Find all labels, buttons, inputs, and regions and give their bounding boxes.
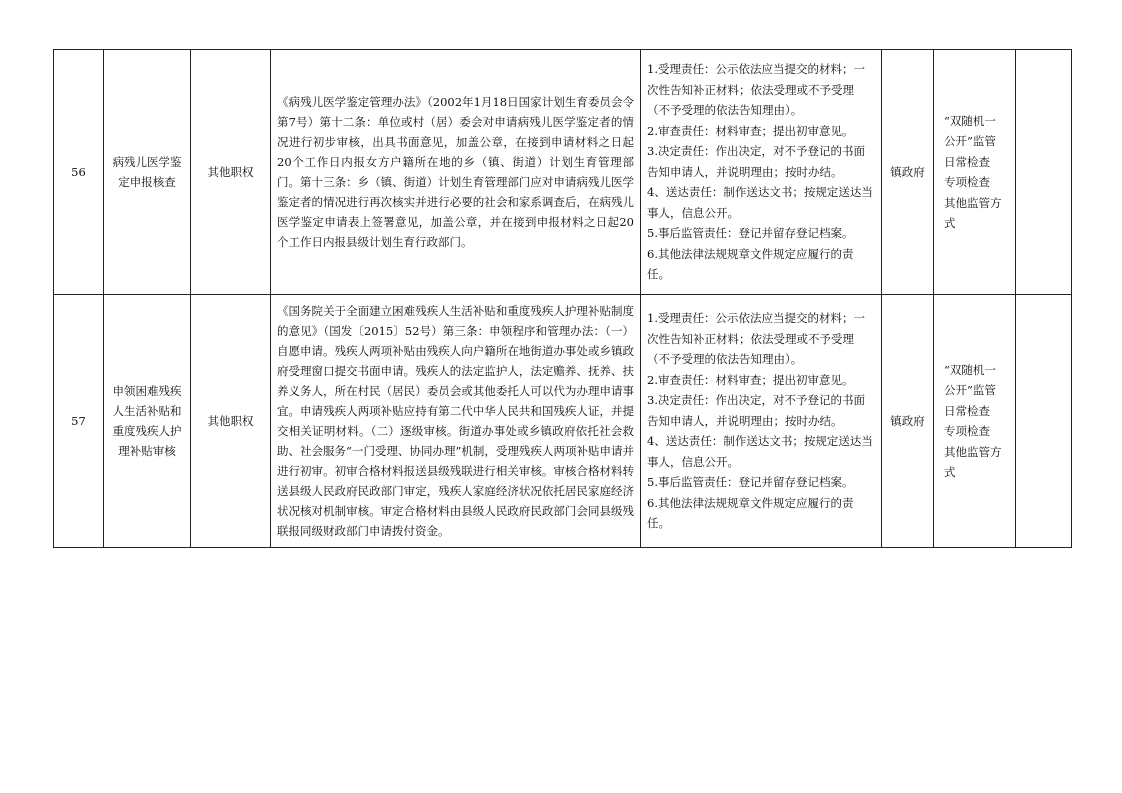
table-row xyxy=(54,295,1072,548)
duty-table xyxy=(53,49,1072,548)
remarks-cell xyxy=(1016,50,1072,295)
method-item: 其他监管方式 xyxy=(944,195,1002,230)
responsibility-item: 2.审查责任：材料审查；提出初审意见。 xyxy=(647,123,854,138)
method-item: 专项检查 xyxy=(944,175,990,189)
method-item: 日常检查 xyxy=(944,403,990,418)
table-row xyxy=(54,50,1072,295)
row-number: 56 xyxy=(54,50,104,295)
responsibility-item: 2.审查责任：材料审查；提出初审意见。 xyxy=(647,372,854,387)
legal-basis: 《国务院关于全面建立困难残疾人生活补贴和重度残疾人护理补贴制度的意见》（国发〔2015〕52号）第三条：申领程序和管理办法：（一）自愿申请。残疾人两项补贴由残疾人向户籍所在地街道办事处或乡镇政府受理窗口提交书面申请。残疾人的法定监护人，法定赡养、抚养、扶养义务人，所在村民（居民）委员会或其他委托人可以代为办理申请事宜。申请残疾人两项补贴应持有第二代中华人民共和国残疾人证，并提交相关证明材料。（二）逐级审核。街道办事处或乡镇政府依托社会救助、社会服务“一门受理、协同办理”机制，受理残疾人两项补贴申请并进行初审。初审合格材料报送县级残联进行相关审核。审核合格材料转送县级人民政府民政部门审定，残疾人家庭经济状况依托居民家庭经济状况核对机制审核。审定合格材料由县级人民政府民政部门会同县级残联报同级财政部门申请拨付资金。 xyxy=(271,295,641,548)
item-name: 申领困难残疾人生活补贴和重度残疾人护理补贴审核 xyxy=(104,295,191,548)
item-name: 病残儿医学鉴定申报核查 xyxy=(104,50,191,295)
responsibility-item: 1.受理责任：公示依法应当提交的材料；一次性告知补正材料；依法受理或不予受理（不予受理的依法告知理由）。 xyxy=(647,62,865,118)
row-number: 57 xyxy=(54,295,104,548)
responsibility-item: 6.其他法律法规规章文件规定应履行的责任。 xyxy=(647,246,854,282)
responsible-department: 镇政府 xyxy=(882,50,934,295)
method-item: “双随机一公开”监管 xyxy=(944,362,996,397)
supervision-methods xyxy=(934,295,1016,548)
responsibility-list xyxy=(641,295,882,548)
responsibility-list xyxy=(641,50,882,295)
method-item: “双随机一公开”监管 xyxy=(944,113,996,148)
responsibility-item: 1.受理责任：公示依法应当提交的材料；一次性告知补正材料；依法受理或不予受理（不予受理的依法告知理由）。 xyxy=(647,311,865,367)
responsibility-item: 4、送达责任：制作送达文书；按规定送达当事人，信息公开。 xyxy=(647,434,873,469)
responsibility-item: 3.决定责任：作出决定，对不予登记的书面告知申请人，并说明理由；按时办结。 xyxy=(647,393,865,428)
responsibility-item: 5.事后监管责任：登记并留存登记档案。 xyxy=(647,475,854,490)
method-item: 日常检查 xyxy=(944,154,990,169)
responsibility-item: 3.决定责任：作出决定，对不予登记的书面告知申请人，并说明理由；按时办结。 xyxy=(647,144,865,179)
legal-basis: 《病残儿医学鉴定管理办法》（2002年1月18日国家计划生育委员会令第7号）第十二条：单位或村（居）委会对申请病残儿医学鉴定者的情况进行初步审核，出具书面意见，加盖公章，在接到申请材料之日起20个工作日内报女方户籍所在地的乡（镇、街道）计划生育管理部门。第十三条：乡（镇、街道）计划生育管理部门应对申请病残儿医学鉴定者的情况进行再次核实并进行必要的社会和家系调查后，在病残儿医学鉴定申请表上签署意见，加盖公章，并在接到申报材料之日起20个工作日内报县级计划生育行政部门。 xyxy=(271,50,641,295)
responsibility-item: 5.事后监管责任：登记并留存登记档案。 xyxy=(647,226,854,241)
power-type: 其他职权 xyxy=(191,50,271,295)
power-type: 其他职权 xyxy=(191,295,271,548)
responsibility-item: 4、送达责任：制作送达文书；按规定送达当事人，信息公开。 xyxy=(647,185,873,220)
remarks-cell xyxy=(1016,295,1072,548)
responsible-department: 镇政府 xyxy=(882,295,934,548)
method-item: 专项检查 xyxy=(944,424,990,438)
supervision-methods xyxy=(934,50,1016,295)
responsibility-item: 6.其他法律法规规章文件规定应履行的责任。 xyxy=(647,495,854,531)
method-item: 其他监管方式 xyxy=(944,444,1002,479)
